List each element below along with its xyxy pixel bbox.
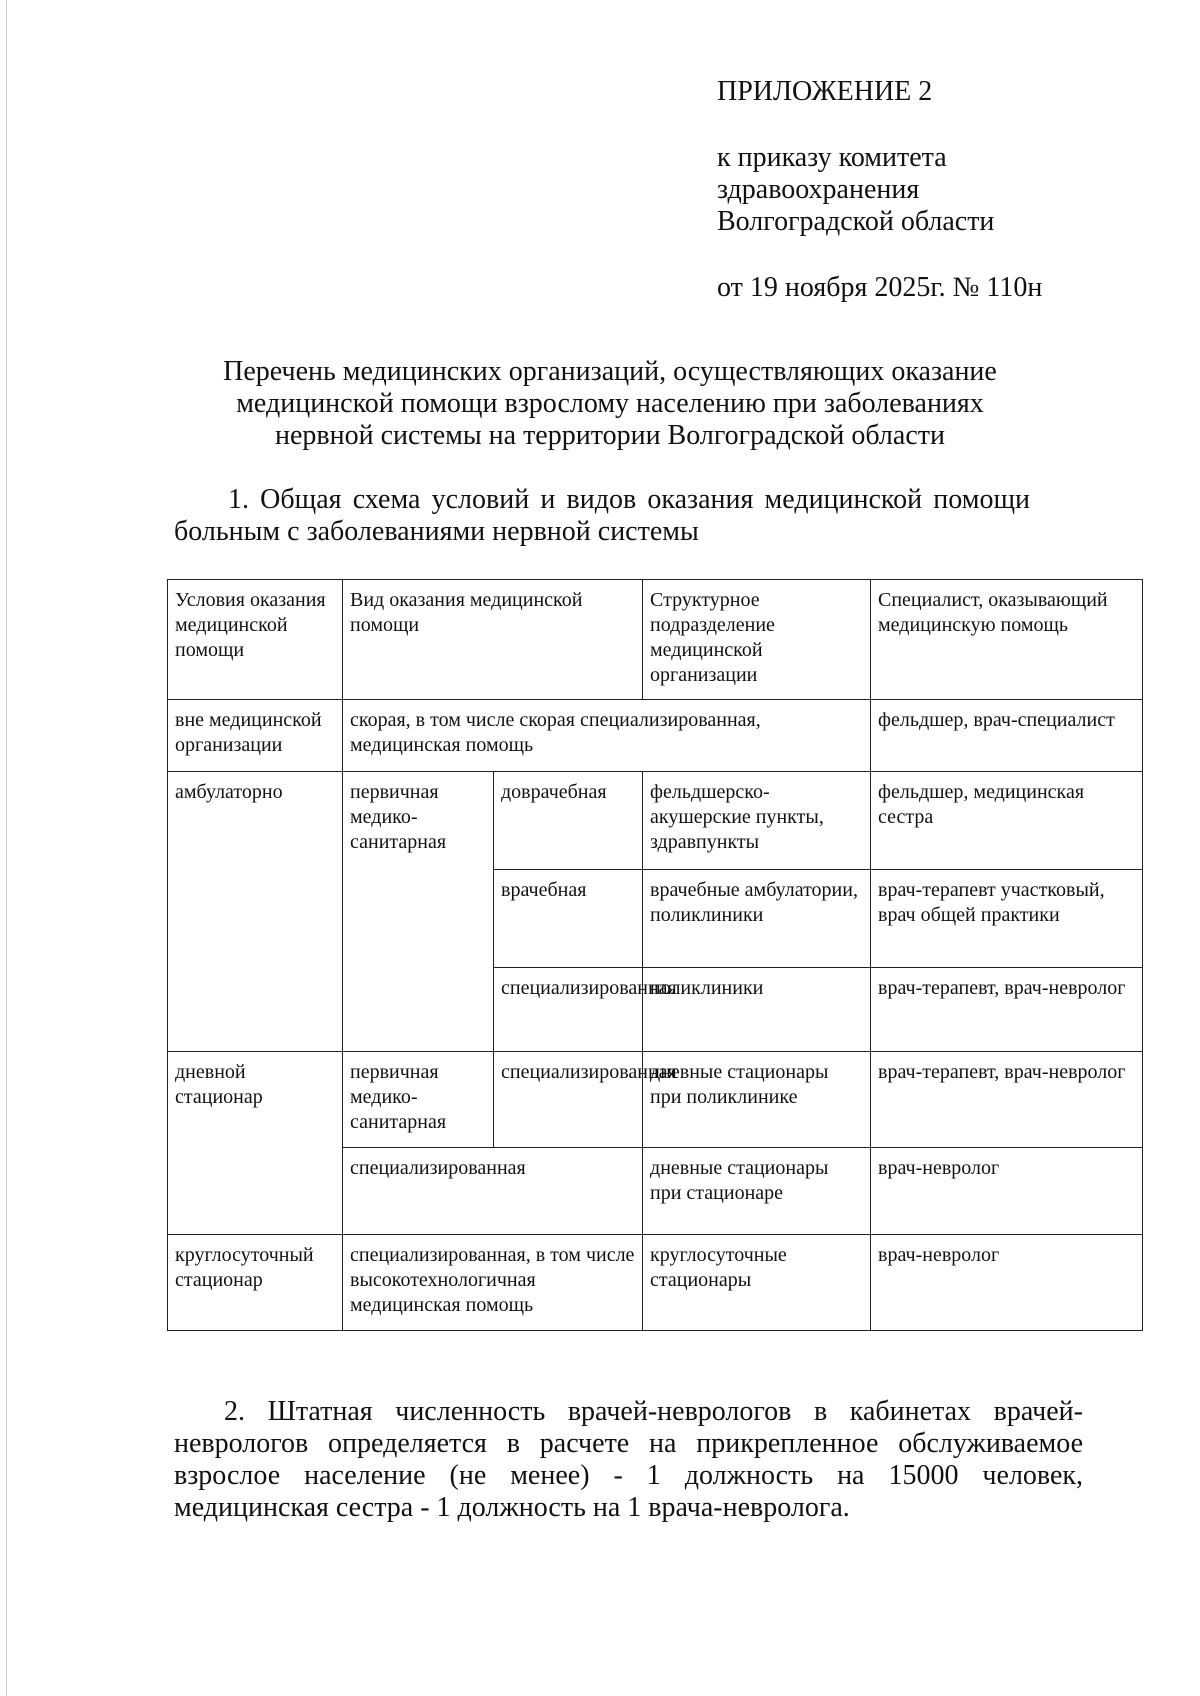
cell-specialist: фельдшер, врач-специалист	[871, 700, 1143, 772]
section-2-line: взрослое население (не менее) - 1 должность на 15000 человек,	[174, 1460, 1083, 1491]
section-2-line: 2. Штатная численность врачей-неврологов в кабинетах врачей-	[224, 1396, 1083, 1427]
table-row	[168, 1052, 1143, 1148]
decree-line: Волгоградской области	[717, 206, 995, 237]
section-2-line: медицинская сестра - 1 должность на 1 врача-невролога.	[174, 1492, 850, 1523]
cell-care-kind: врачебная	[494, 870, 643, 968]
cell-specialist: врач-невролог	[871, 1235, 1143, 1331]
title-line: медицинской помощи взрослому населению при заболеваниях	[236, 388, 984, 419]
cell-care-kind: специализированная	[494, 1052, 643, 1148]
cell-care-type: первичная медико-санитарная	[343, 1052, 494, 1148]
title-line: Перечень медицинских организаций, осуществляющих оказание	[223, 356, 997, 387]
care-scheme-table	[167, 579, 1143, 1331]
header-structural-unit: Структурное подразделение медицинской организации	[643, 580, 871, 700]
cell-condition: круглосуточный стационар	[168, 1235, 343, 1331]
header-conditions: Условия оказания медицинской помощи	[168, 580, 343, 700]
table-header-row	[168, 580, 1143, 700]
cell-specialist: врач-терапевт участковый, врач общей практики	[871, 870, 1143, 968]
table-row	[168, 700, 1143, 772]
table-row	[168, 1235, 1143, 1331]
cell-specialist: врач-терапевт, врач-невролог	[871, 968, 1143, 1052]
cell-condition: амбулаторно	[168, 772, 343, 1052]
scan-edge-line	[6, 0, 7, 1696]
section-1-heading	[174, 484, 1030, 548]
section-1-line: 1. Общая схема условий и видов оказания медицинской помощи	[228, 484, 1030, 515]
document-title	[160, 356, 1060, 452]
decree-line: к приказу комитета	[717, 142, 947, 173]
cell-structural-unit: дневные стационары при поликлинике	[643, 1052, 871, 1148]
header-specialist: Специалист, оказывающий медицинскую помощь	[871, 580, 1143, 700]
table-row	[168, 772, 1143, 870]
cell-care-type: скорая, в том числе скорая специализированная, медицинская помощь	[343, 700, 871, 772]
cell-structural-unit: круглосуточные стационары	[643, 1235, 871, 1331]
decree-date: от 19 ноября 2025г. № 110н	[717, 272, 1043, 303]
cell-structural-unit: врачебные амбулатории, поликлиники	[643, 870, 871, 968]
decree-reference	[717, 142, 994, 238]
cell-structural-unit: фельдшерско-акушерские пункты, здравпункты	[643, 772, 871, 870]
cell-specialist: врач-терапевт, врач-невролог	[871, 1052, 1143, 1148]
header-care-type: Вид оказания медицинской помощи	[343, 580, 643, 700]
cell-care-type: специализированная	[343, 1148, 643, 1235]
cell-care-kind: специализированная	[494, 968, 643, 1052]
section-2-line: неврологов определяется в расчете на прикрепленное обслуживаемое	[174, 1428, 1083, 1459]
cell-care-type: первичная медико-санитарная	[343, 772, 494, 1052]
cell-specialist: врач-невролог	[871, 1148, 1143, 1235]
cell-structural-unit: дневные стационары при стационаре	[643, 1148, 871, 1235]
decree-line: здравоохранения	[717, 174, 920, 205]
cell-condition: дневной стационар	[168, 1052, 343, 1235]
cell-care-type: специализированная, в том числе высокотехнологичная медицинская помощь	[343, 1235, 643, 1331]
cell-condition: вне медицинской организации	[168, 700, 343, 772]
cell-structural-unit: поликлиники	[643, 968, 871, 1052]
title-line: нервной системы на территории Волгоградской области	[275, 420, 945, 451]
cell-specialist: фельдшер, медицинская сестра	[871, 772, 1143, 870]
cell-care-kind: доврачебная	[494, 772, 643, 870]
appendix-heading: ПРИЛОЖЕНИЕ 2	[717, 76, 933, 107]
section-1-line: больным с заболеваниями нервной системы	[174, 516, 699, 547]
section-2-paragraph	[174, 1396, 1083, 1524]
